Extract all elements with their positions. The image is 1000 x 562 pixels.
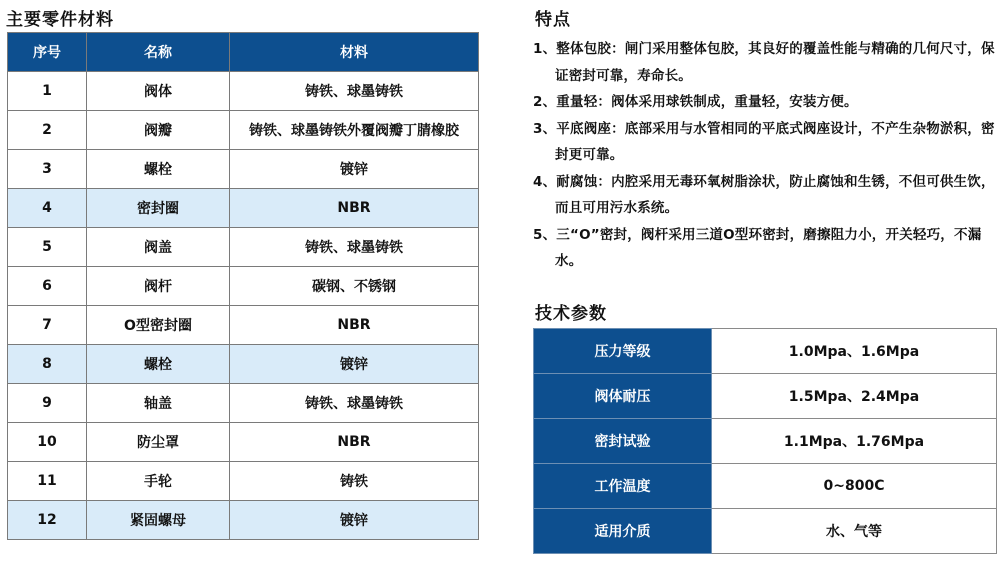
- table-row: [8, 345, 479, 384]
- part-name: 密封圈: [87, 189, 230, 228]
- row-number: 3: [8, 150, 87, 189]
- row-number: 8: [8, 345, 87, 384]
- spec-value: 1.0Mpa、1.6Mpa: [712, 329, 997, 374]
- part-material: 碳钢、不锈钢: [230, 267, 479, 306]
- parts-table-header-row: [8, 33, 479, 72]
- part-material: 铸铁、球墨铸铁: [230, 228, 479, 267]
- spec-value: 1.5Mpa、2.4Mpa: [712, 374, 997, 419]
- part-material: 铸铁: [230, 462, 479, 501]
- row-number: 5: [8, 228, 87, 267]
- table-row: [8, 267, 479, 306]
- spec-row: [534, 329, 997, 374]
- part-name: 螺栓: [87, 345, 230, 384]
- spec-value: 1.1Mpa、1.76Mpa: [712, 419, 997, 464]
- part-name: 阀体: [87, 72, 230, 111]
- column-header-name: 名称: [87, 33, 230, 72]
- part-material: NBR: [230, 189, 479, 228]
- feature-item: 5、三“O”密封，阀杆采用三道O型环密封，磨擦阻力小，开关轻巧，不漏水。: [533, 226, 982, 269]
- table-row: [8, 423, 479, 462]
- part-name: 螺栓: [87, 150, 230, 189]
- row-number: 9: [8, 384, 87, 423]
- part-name: 阀瓣: [87, 111, 230, 150]
- technical-specs-table: [533, 328, 997, 554]
- part-name: O型密封圈: [87, 306, 230, 345]
- row-number: 6: [8, 267, 87, 306]
- feature-item: 3、平底阀座：底部采用与水管相同的平底式阀座设计，不产生杂物淤积，密封更可靠。: [533, 120, 995, 163]
- spec-row: [534, 509, 997, 554]
- spec-label: 适用介质: [534, 509, 712, 554]
- table-row: [8, 111, 479, 150]
- spec-label: 密封试验: [534, 419, 712, 464]
- part-name: 轴盖: [87, 384, 230, 423]
- table-row: [8, 384, 479, 423]
- row-number: 12: [8, 501, 87, 540]
- part-name: 紧固螺母: [87, 501, 230, 540]
- part-material: NBR: [230, 306, 479, 345]
- spec-row: [534, 374, 997, 419]
- row-number: 4: [8, 189, 87, 228]
- part-name: 防尘罩: [87, 423, 230, 462]
- spec-label: 工作温度: [534, 464, 712, 509]
- table-row: [8, 462, 479, 501]
- table-row: [8, 150, 479, 189]
- row-number: 10: [8, 423, 87, 462]
- spec-row: [534, 464, 997, 509]
- table-row: [8, 228, 479, 267]
- row-number: 2: [8, 111, 87, 150]
- features-list: [533, 36, 995, 275]
- part-material: 镀锌: [230, 150, 479, 189]
- parts-materials-table: [7, 32, 479, 540]
- part-material: 镀锌: [230, 501, 479, 540]
- column-header-number: 序号: [8, 33, 87, 72]
- part-name: 阀杆: [87, 267, 230, 306]
- spec-value: 0~800C: [712, 464, 997, 509]
- table-row: [8, 306, 479, 345]
- part-material: 铸铁、球墨铸铁: [230, 384, 479, 423]
- row-number: 11: [8, 462, 87, 501]
- spec-label: 压力等级: [534, 329, 712, 374]
- row-number: 7: [8, 306, 87, 345]
- feature-item: 1、整体包胶：闸门采用整体包胶，其良好的覆盖性能与精确的几何尺寸，保证密封可靠，寿命长。: [533, 41, 995, 84]
- spec-label: 阀体耐压: [534, 374, 712, 419]
- parts-table-title: 主要零件材料: [6, 10, 114, 30]
- features-title: 特点: [535, 10, 571, 30]
- feature-item: 4、耐腐蚀：内腔采用无毒环氧树脂涂状，防止腐蚀和生锈，不但可供生饮，而且可用污水系统。: [533, 173, 995, 216]
- table-row: [8, 189, 479, 228]
- table-row: [8, 72, 479, 111]
- spec-value: 水、气等: [712, 509, 997, 554]
- column-header-material: 材料: [230, 33, 479, 72]
- spec-row: [534, 419, 997, 464]
- specs-title: 技术参数: [535, 304, 607, 324]
- part-material: NBR: [230, 423, 479, 462]
- part-name: 阀盖: [87, 228, 230, 267]
- row-number: 1: [8, 72, 87, 111]
- part-material: 镀锌: [230, 345, 479, 384]
- table-row: [8, 501, 479, 540]
- feature-item: 2、重量轻：阀体采用球铁制成，重量轻，安装方便。: [533, 94, 858, 110]
- part-material: 铸铁、球墨铸铁外覆阀瓣丁腈橡胶: [230, 111, 479, 150]
- part-material: 铸铁、球墨铸铁: [230, 72, 479, 111]
- part-name: 手轮: [87, 462, 230, 501]
